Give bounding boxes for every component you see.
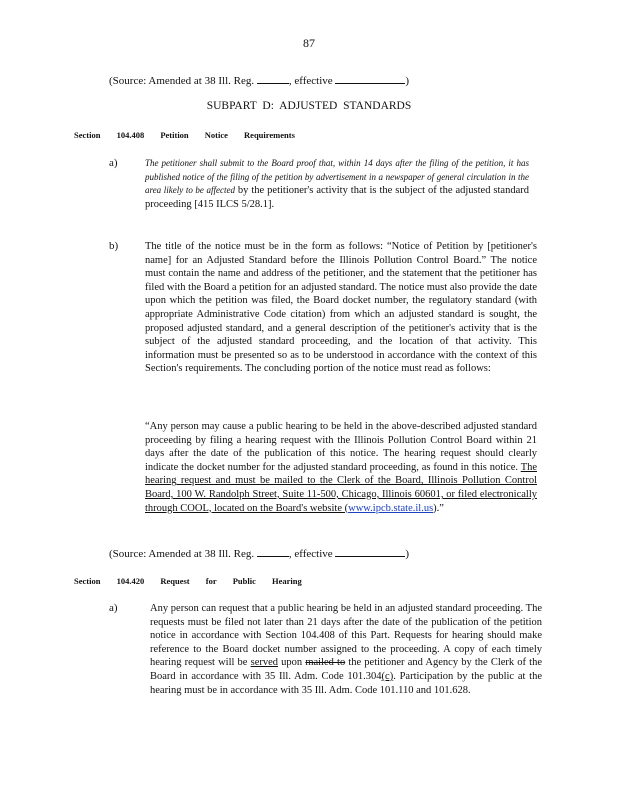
quote-underlined-text: The hearing request and must be mailed to the Clerk of the Board, Illinois Pollution Control Board, 100 W. Randolph Street, Suite 11-500, Chicago, Illinois 60601, or filed electronically through COOL, located on the Board's website ( <box>145 461 538 514</box>
section-title-word: Notice <box>204 130 228 140</box>
effective-blank <box>335 546 405 557</box>
inserted-text: served <box>250 657 279 669</box>
source-prefix: (Source: Amended at 38 Ill. Reg. <box>109 75 257 87</box>
section-title-word: Petition <box>160 130 189 140</box>
statutory-italic-text: The petitioner shall submit to the Board proof that, within 14 days after the filing of the petition, it has published notice of the filing of the petition by advertisement in a newspaper of general circulation in the area likely to be affected <box>145 158 529 196</box>
subpart-heading: SUBPART D: ADJUSTED STANDARDS <box>206 100 412 112</box>
deleted-text: mailed to <box>305 657 346 669</box>
quote-text: “Any person may cause a public hearing to be held in the above-described adjusted standard proceeding by filing a hearing request with the Illinois Pollution Control Board within 21 days after the date of the publication of this notice. The hearing request should clearly indicate the docket number for the adjusted standard proceeding, as found in this notice. <box>145 421 537 473</box>
section-word: Section <box>74 576 101 586</box>
source-prefix: (Source: Amended at 38 Ill. Reg. <box>109 548 257 560</box>
page-number: 87 <box>303 36 315 50</box>
paragraph-label: a) <box>109 602 118 614</box>
paragraph-a <box>145 157 529 211</box>
section-number: 104.420 <box>116 576 145 586</box>
source-note <box>109 546 409 560</box>
source-note <box>109 73 409 87</box>
paragraph-request-hearing <box>150 602 542 697</box>
inserted-text: (c) <box>381 670 394 682</box>
paragraph-label: a) <box>109 157 118 169</box>
request-text: Any person can request that a public hearing be held in an adjusted standard proceeding. The requests must be filed not later than 21 days after the date of the publication of the petition notice in accordance with Section 104.408 of this Part. Requests for hearing should make reference to the Board docket number assigned to the proceeding. A copy of each timely hearing request will be <box>150 603 542 669</box>
effective-blank <box>335 73 405 84</box>
board-website-link[interactable]: www.ipcb.state.il.us <box>348 502 434 514</box>
section-title-word: Requirements <box>244 130 295 140</box>
paragraph-b: The title of the notice must be in the form as follows: “Notice of Petition by [petitioner's name] for an Adjusted Standard before the Illinois Pollution Control Board.” The notice must contain the name and address of the petitioner, and the statement that the petitioner has filed with the Board a petition for an adjusted standard. The notice must also provide the date upon which the petition was filed, the Board docket number, the regulatory standard (with appropriate Administrative Code citation) from which an adjusted standard is sought, the proposed adjusted standard, and a general description of the petitioner's activity that is the subject of the adjusted standard proceeding, and the location of that activity. This information must be presented so as to be understood in accordance with the context of this Section's requirements. The concluding portion of the notice must read as follows: <box>145 241 537 375</box>
source-middle: , effective <box>288 548 336 560</box>
request-text: . Participation by the public at the hearing must be in accordance with 35 Ill. Adm. Code 101.110 and 101.628. <box>150 670 542 696</box>
register-blank <box>257 73 289 84</box>
section-title-word: Hearing <box>272 576 302 586</box>
paragraph-a-rest: by the petitioner's activity that is the subject of the adjusted standard proceeding [415 ILCS 5/28.1]. <box>145 185 529 210</box>
section-word: Section <box>74 130 101 140</box>
section-heading-104-408 <box>74 130 309 140</box>
section-title-word: for <box>205 576 217 586</box>
section-title-word: Request <box>160 576 190 586</box>
source-suffix: ) <box>405 75 410 87</box>
section-number: 104.408 <box>116 130 145 140</box>
source-suffix: ) <box>405 548 410 560</box>
request-text: upon <box>278 657 306 669</box>
notice-quote <box>145 420 537 515</box>
source-middle: , effective <box>288 75 336 87</box>
section-heading-104-420 <box>74 576 316 586</box>
quote-end: ).” <box>433 502 444 514</box>
request-text: the petitioner and Agency by the Clerk of the Board in accordance with 35 Ill. Adm. Code 101.304 <box>150 657 542 682</box>
section-title-word: Public <box>232 576 256 586</box>
register-blank <box>257 546 289 557</box>
paragraph-label: b) <box>109 240 119 252</box>
